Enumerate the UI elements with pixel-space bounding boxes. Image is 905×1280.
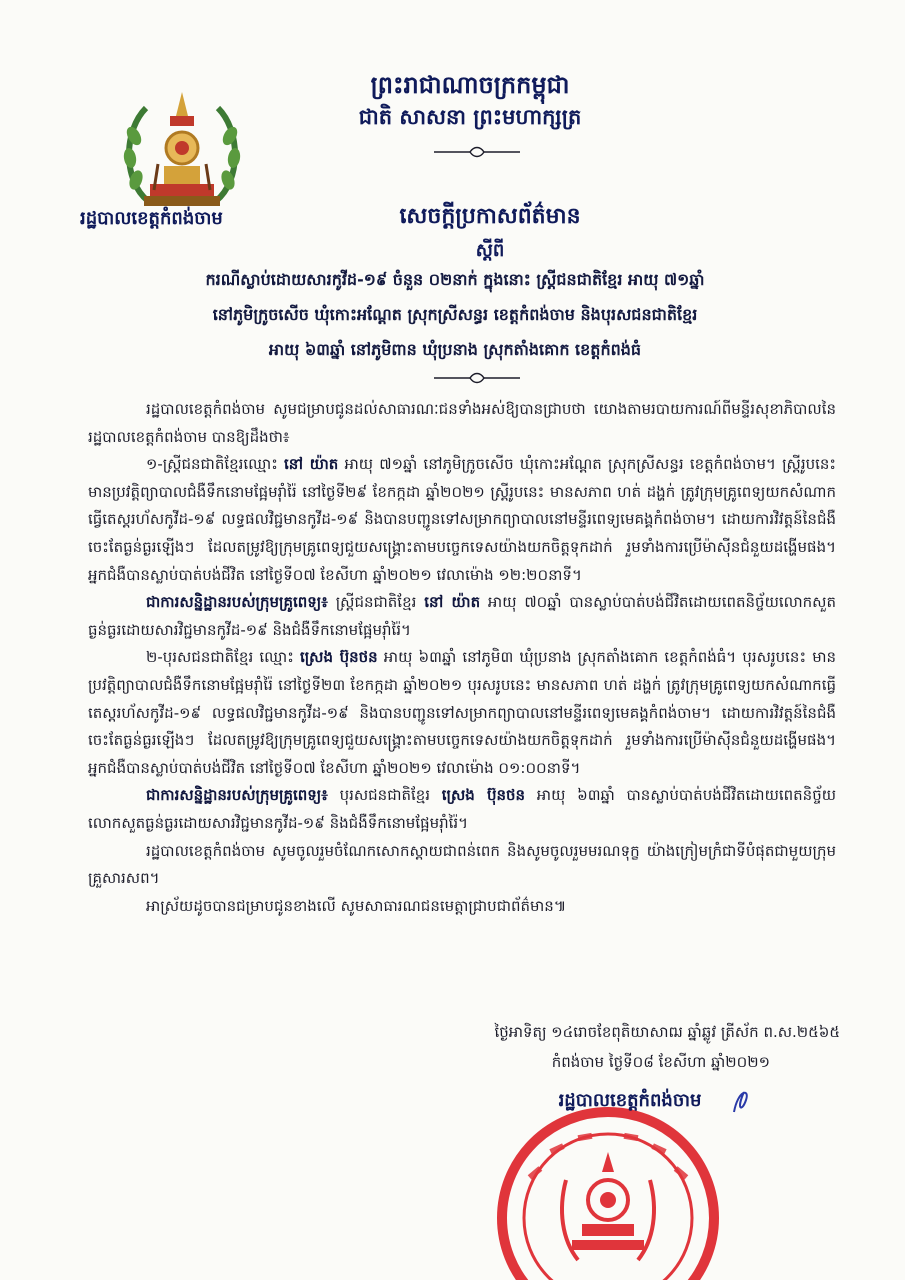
page-title: សេចក្តីប្រកាសព័ត៌មាន xyxy=(399,204,581,229)
signing-authority: រដ្ឋបាលខេត្តកំពង់ចាម xyxy=(558,1090,702,1111)
case-2-lead: ២-បុរសជនជាតិខ្មែរ ឈ្មោះ xyxy=(146,648,300,667)
case-1-lead: ១-ស្ត្រីជនជាតិខ្មែរឈ្មោះ xyxy=(146,455,285,474)
lunar-date: ថ្ងៃអាទិត្យ ១៤រោចខែពុតិយាសាឍ ឆ្នាំឆ្លូវ ត្រីស័ក ព.ស.២៥៦៥ xyxy=(494,1023,840,1041)
case-1-details: អាយុ ៧១ឆ្នាំ នៅភូមិក្រូចសើច ឃុំកោះអណ្តែត ស្រុកស្រីសន្ធរ ខេត្តកំពង់ចាម។ ស្ត្រីរូបនេះ មានប្រវត្តិព្យាបាលជំងឺទឹកនោមផ្អែមរ៉ាំរ៉ៃ នៅថ្ងៃទី២៩ ខែកក្កដា ឆ្នាំ២០២១ ស្ត្រីរូបនេះ មានសភាព ហត់ ដង្ហក់ ត្រូវក្រុមគ្រូពេទ្យយកសំណាកធ្វើតេស្តរហ័សកូវីដ-១៩ លទ្ធផលវិជ្ជមានកូវីដ-១៩ និងបានបញ្ជូនទៅសម្រាកព្យាបាលនៅមន្ទីរពេទ្យមេគង្គកំពង់ចាម។ ដោយការវិវត្តន៍នៃជំងឺចេះតែធ្ងន់ធ្ងរឡើងៗ ដែលតម្រូវឱ្យក្រុមគ្រូពេទ្យជួយសង្គ្រោះតាមបច្ចេកទេសយ៉ាងយកចិត្តទុកដាក់ រួមទាំងការប្រើម៉ាស៊ីនជំនួយដង្ហើមផង។ អ្នកជំងឺបានស្លាប់បាត់បង់ជីវិត នៅថ្ងៃទី០៧ ខែសីហា ឆ្នាំ២០២១ វេលាម៉ោង ១២:២០នាទី។ xyxy=(88,455,836,584)
case-2-paragraph xyxy=(88,644,836,782)
subject-text xyxy=(70,262,840,367)
signature-icon xyxy=(728,1086,758,1116)
conclusion-2-paragraph xyxy=(88,782,836,837)
subject-line: ករណីស្លាប់ដោយសារកូវីដ-១៩ ចំនួន ០២នាក់ ក្នុងនោះ ស្ត្រីជនជាតិខ្មែរ អាយុ ៧១ឆ្នាំ xyxy=(205,270,705,289)
issuing-authority: រដ្ឋបាលខេត្តកំពង់ចាម xyxy=(80,208,223,229)
conclusion-1-rest: អាយុ ៧០ឆ្នាំ បានស្លាប់បាត់បង់ជីវិតដោយពេតនិច្ច័យលោកសួតធ្ងន់ធ្ងរដោយសារវិជ្ជមានកូវីដ-១៩ និងជំងឺទឹកនោមផ្អែមរ៉ាំរ៉ៃ។ xyxy=(88,593,836,639)
closing-paragraph: អាស្រ័យដូចបានជម្រាបជូនខាងលើ សូមសាធារណជនមេត្តាជ្រាបជាព័ត៌មាន៕ xyxy=(146,896,567,915)
announcement-body xyxy=(88,396,836,920)
royal-emblem-icon xyxy=(118,86,246,216)
official-seal-icon xyxy=(488,1100,728,1280)
conclusion-2-text: បុរសជនជាតិខ្មែរ xyxy=(327,786,442,805)
case-1-paragraph xyxy=(88,451,836,589)
kingdom-name: ព្រះរាជាណាចក្រកម្ពុជា xyxy=(370,71,570,99)
conclusion-2-rest: អាយុ ៦៣ឆ្នាំ បានស្លាប់បាត់បង់ជីវិតដោយពេតនិច្ច័យលោកសួតធ្ងន់ធ្ងរដោយសារវិជ្ជមានកូវីដ-១៩ និងជំងឺទឹកនោមផ្អែមរ៉ាំរ៉ៃ។ xyxy=(88,786,836,832)
ornament-divider-icon xyxy=(432,146,522,158)
conclusion-2-label: ជាការសន្និដ្ឋានរបស់ក្រុមគ្រូពេទ្យ៖ xyxy=(146,786,328,805)
conclusion-1-paragraph xyxy=(88,589,836,644)
conclusion-2-name: ស្រេង ប៊ុនថន xyxy=(441,786,526,805)
subject-label: ស្តីពី xyxy=(475,240,505,261)
intro-paragraph: រដ្ឋបាលខេត្តកំពង់ចាម សូមជម្រាបជូនដល់សាធារណៈជនទាំងអស់ឱ្យបានជ្រាបថា យោងតាមរបាយការណ៍ពីមន្ទីរសុខាភិបាលនៃរដ្ឋបាលខេត្តកំពង់ចាម បានឱ្យដឹងថា៖ xyxy=(88,400,836,446)
case-2-details: អាយុ ៦៣ឆ្នាំ នៅភូមិ៣ ឃុំប្រនាង ស្រុកតាំងគោក ខេត្តកំពង់ធំ។ បុរសរូបនេះ មានប្រវត្តិព្យាបាលជំងឺទឹកនោមផ្អែមរ៉ាំរ៉ៃ នៅថ្ងៃទី២៣ ខែកក្កដា ឆ្នាំ២០២១ បុរសរូបនេះ មានសភាព ហត់ ដង្ហក់ ត្រូវក្រុមគ្រូពេទ្យយកសំណាកធ្វើតេស្តរហ័សកូវីដ-១៩ លទ្ធផលវិជ្ជមានកូវីដ-១៩ និងបានបញ្ជូនទៅសម្រាកព្យាបាលនៅមន្ទីរពេទ្យមេគង្គកំពង់ចាម។ ដោយការវិវត្តន៍នៃជំងឺចេះតែធ្ងន់ធ្ងរឡើងៗ ដែលតម្រូវឱ្យក្រុមគ្រូពេទ្យជួយសង្គ្រោះតាមបច្ចេកទេសយ៉ាងយកចិត្តទុកដាក់ រួមទាំងការប្រើម៉ាស៊ីនជំនួយដង្ហើមផង។ អ្នកជំងឺបានស្លាប់បាត់បង់ជីវិត នៅថ្ងៃទី០៧ ខែសីហា ឆ្នាំ២០២១ វេលាម៉ោង ០១:០០នាទី។ xyxy=(88,648,836,777)
place-and-date: កំពង់ចាម ថ្ងៃទី០៨ ខែសីហា ឆ្នាំ២០២១ xyxy=(551,1053,770,1071)
condolence-paragraph: រដ្ឋបាលខេត្តកំពង់ចាម សូមចូលរួមចំណែកសោកស្តាយជាពន់ពេក និងសូមចូលរួមមរណទុក្ខ យ៉ាងក្រៀមក្រំជាទីបំផុតជាមួយក្រុមគ្រួសារសព។ xyxy=(88,841,836,888)
kingdom-heading xyxy=(280,68,660,132)
ornament-divider-icon xyxy=(432,372,522,384)
case-2-name: ស្រេង ប៊ុនថន xyxy=(299,648,378,667)
national-motto: ជាតិ សាសនា ព្រះមហាក្សត្រ xyxy=(358,105,582,129)
case-1-name: នៅ យ៉ាត xyxy=(284,455,339,474)
subject-line: អាយុ ៦៣ឆ្នាំ នៅភូមិពាន ឃុំប្រនាង ស្រុកតាំងគោក ខេត្តកំពង់ធំ xyxy=(268,340,642,359)
conclusion-1-text: ស្ត្រីជនជាតិខ្មែរ xyxy=(327,593,425,612)
subject-line: នៅភូមិក្រូចសើច ឃុំកោះអណ្តែត ស្រុកស្រីសន្ធរ ខេត្តកំពង់ចាម និងបុរសជនជាតិខ្មែរ xyxy=(212,305,698,324)
conclusion-1-label: ជាការសន្និដ្ឋានរបស់ក្រុមគ្រូពេទ្យ៖ xyxy=(146,593,328,612)
conclusion-1-name: នៅ យ៉ាត xyxy=(424,593,481,612)
